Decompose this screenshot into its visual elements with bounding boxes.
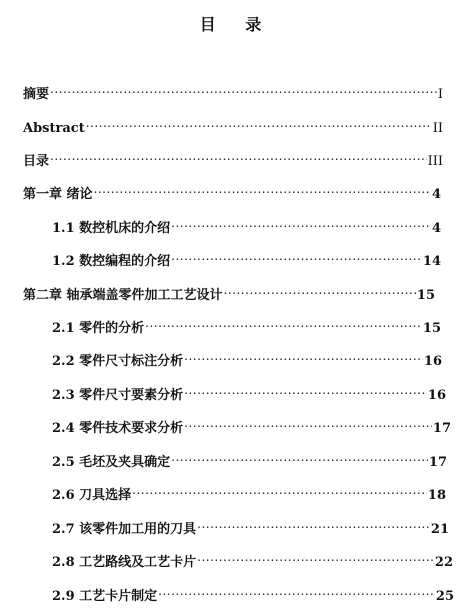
dot-leader <box>145 312 422 332</box>
dot-leader <box>50 145 427 165</box>
toc-entry-label: 第一章 绪论 <box>23 187 93 202</box>
toc-entry-section-2-6[interactable] <box>52 479 446 503</box>
toc-entry-page: 16 <box>427 388 446 403</box>
toc-entry-page: 17 <box>428 455 447 470</box>
dot-leader <box>158 580 435 600</box>
toc-entry-page: 18 <box>427 488 446 503</box>
toc-entry-label: 2.1 零件的分析 <box>52 321 145 336</box>
toc-entry-page: 14 <box>422 254 441 269</box>
dot-leader <box>197 513 430 533</box>
dot-leader <box>184 345 423 365</box>
toc-entry-label: 2.9 工艺卡片制定 <box>52 589 158 604</box>
toc-entry-label: 1.1 数控机床的介绍 <box>52 221 171 236</box>
toc-entry-section-2-7[interactable] <box>52 513 449 537</box>
toc-entry-label: 摘要 <box>23 87 50 102</box>
toc-entry-page: 15 <box>422 321 441 336</box>
dot-leader <box>171 212 431 232</box>
toc-entry-page: 22 <box>434 555 453 570</box>
dot-leader <box>197 546 434 566</box>
toc-entry-section-2-2[interactable] <box>52 345 442 369</box>
toc-entry-abstract-en[interactable] <box>23 112 443 136</box>
toc-entry-section-2-8[interactable] <box>52 546 453 570</box>
toc-entry-page: 16 <box>423 354 442 369</box>
toc-entry-contents[interactable] <box>23 145 443 169</box>
toc-entry-page: III <box>427 154 443 169</box>
toc-entry-label: 2.4 零件技术要求分析 <box>52 421 184 436</box>
toc-entry-label: 目录 <box>23 154 50 169</box>
toc-entry-label: 2.2 零件尺寸标注分析 <box>52 354 184 369</box>
toc-entry-chapter-1[interactable] <box>23 178 441 202</box>
toc-entry-page: I <box>437 87 443 102</box>
toc-entry-label: 第二章 轴承端盖零件加工工艺设计 <box>23 288 223 303</box>
toc-entry-section-1-2[interactable] <box>52 245 441 269</box>
dot-leader <box>50 78 437 98</box>
toc-entry-label: 2.3 零件尺寸要素分析 <box>52 388 184 403</box>
toc-entry-label: 2.8 工艺路线及工艺卡片 <box>52 555 197 570</box>
dot-leader <box>171 446 428 466</box>
toc-entry-page: 17 <box>432 421 451 436</box>
toc-entry-page: 4 <box>431 187 441 202</box>
dot-leader <box>86 112 432 132</box>
dot-leader <box>184 412 432 432</box>
toc-entry-section-2-5[interactable] <box>52 446 447 470</box>
dot-leader <box>94 178 431 198</box>
toc-entry-label: 2.7 该零件加工用的刀具 <box>52 522 197 537</box>
dot-leader <box>171 245 422 265</box>
toc-entry-page: II <box>432 121 443 136</box>
toc-entry-section-2-9[interactable] <box>52 580 454 604</box>
dot-leader <box>132 479 427 499</box>
toc-entry-label: Abstract <box>23 121 85 136</box>
toc-entry-page: 15 <box>416 288 435 303</box>
toc-entry-page: 25 <box>435 589 454 604</box>
dot-leader <box>184 379 427 399</box>
toc-entry-label: 2.6 刀具选择 <box>52 488 132 503</box>
toc-entry-section-1-1[interactable] <box>52 212 441 236</box>
toc-entry-page: 4 <box>431 221 441 236</box>
toc-entry-abstract-cn[interactable] <box>23 78 443 102</box>
toc-entry-label: 2.5 毛坯及夹具确定 <box>52 455 171 470</box>
toc-entry-section-2-3[interactable] <box>52 379 446 403</box>
toc-entry-page: 21 <box>430 522 449 537</box>
toc-entry-chapter-2[interactable] <box>23 279 435 303</box>
page-title: 目 录 <box>199 15 274 34</box>
toc-entry-label: 1.2 数控编程的介绍 <box>52 254 171 269</box>
dot-leader <box>224 279 416 299</box>
toc-entry-section-2-4[interactable] <box>52 412 451 436</box>
toc-entry-section-2-1[interactable] <box>52 312 441 336</box>
